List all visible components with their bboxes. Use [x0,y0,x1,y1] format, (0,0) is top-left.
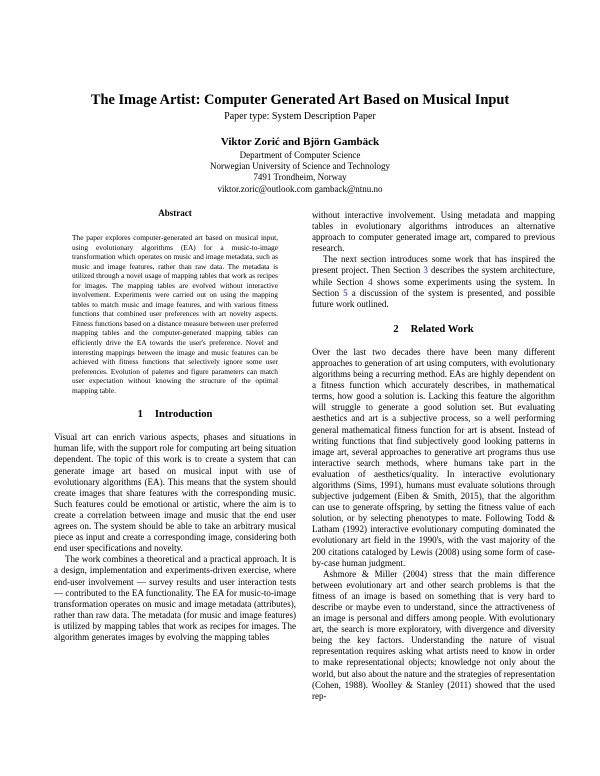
section-5-link[interactable]: 5 [343,287,348,298]
outline-text-a: The next section introduces some work that has inspired the present project. Then Section [312,254,555,276]
section-3-link[interactable]: 3 [423,265,428,276]
outline-text-d: a discussion of the system is presented, and possible future work outlined. [312,287,556,309]
author-affiliation [40,150,560,195]
outline-text-b: describes the system architecture, while Section [312,265,555,287]
paper-title: The Image Artist: Computer Generated Art Based on Musical Input [90,92,510,108]
affiliation-address: 7491 Trondheim, Norway [253,172,347,183]
related-paragraph-1: Over the last two decades there have been many different approaches to generation of art using computers, with evolutionary algorithms being a recurring method. EAs are highly dependent on a fitness function which accurately describes, in mathematical terms, how good a solution is. Lacking this feature the algorithm will struggle to generate a good solution set. But evaluating aesthetics and art is a subjective process, so a well performing general mathematical fitness function for art is absent. Instead of writing functions that find subjectively good looking patterns in image art, several approaches to generative art programs thus use interactive search methods, where humans take part in the evaluation of aesthetics/quality. In interactive evolutionary algorithms (Sims, 1991), humans must evaluate solutions through subjective judgement (Eiben & Smith, 2015), that the algorithm can use to generate offspring, by setting the fitness value of each solution, or by selecting phenotypes to mate. Following Todd & Latham (1992) interactive evolutionary computing dominated the evolutionary art field in the 1990's, with the vast majority of the 200 citations cataloged by Lewis (2008) using some form of case-by-case human judgment. [312,346,555,568]
section-title: Related Work [410,323,474,335]
section-4-link[interactable]: 4 [368,276,373,287]
section-heading-related-work [312,323,555,336]
section-heading-introduction [54,408,296,421]
abstract-heading: Abstract [158,208,192,218]
intro-paragraph-outline [312,254,555,309]
intro-paragraph-1: Visual art can enrich various aspects, phases and situations in human life, with the support role for computing art being situation dependent. The topic of this work is to create a system that can generate image art based on musical input with use of evolutionary algorithms (EA). This means that the system should create images that share features with the corresponding music. Such features could be emotional or artistic, where the aim is to create a correlation between image and music that the end user agrees on. The system should be able to take an arbitrary musical piece as input and create a corresponding image, considering both end user specifications and novelty. [54,432,296,554]
paper-authors: Viktor Zorić and Björn Gambäck [220,136,380,148]
outline-text-c: shows some experiments using the system. In Section [312,276,555,298]
affiliation-department: Department of Computer Science [239,150,361,160]
affiliation-university: Norwegian University of Science and Technology [210,161,390,172]
paper-type: Paper type: System Description Paper [224,111,376,122]
section-title: Introduction [154,409,213,421]
abstract-text: The paper explores computer-generated art based on musical input, using evolutionary algorithms (EA) for a music-to-image transformation which operates on music and image metadata, such as music and image features, rather than raw data. The metadata is utilized through a novel usage of mapping tables that work as recipes for images. The mapping tables are evolved without interactive involvement. Experiments were carried out on using the mapping tables to match music and image features, and with various fitness functions that combined user preferences with art novelty aspects. Fitness functions based on a distance measure between user preferred mapping tables and the computer-generated mapping tables can efficiently drive the EA towards the user's preference. Novel and interesting mappings between the image and music features can be achieved with fitness functions that selectively ignore some user preferences. Evolution of palettes and figure parameters can match user expectation without knowing the structure of the optimal mapping table. [72,233,278,395]
left-column [54,208,296,643]
intro-paragraph-continued: without interactive involvement. Using metadata and mapping tables in evolutionary algorithms introduces an alternative approach to computer generated image art, compared to previous research. [312,210,555,254]
affiliation-emails: viktor.zoric@outlook.com gamback@ntnu.no [217,183,383,194]
right-column [312,210,555,702]
related-paragraph-2: Ashmore & Miller (2004) stress that the main difference between evolutionary art and other search problems is that the fitness of an image is based on something that is very hard to describe or maybe even to understand, since the attractiveness of an image is personal and differs among people. With evolutionary art, the search is more exploratory, with divergence and diversity being the key factors. Understanding the nature of visual representation requires asking what artists need to know in order to make representational objects; knowledge not only about the world, but also about the nature and the strategies of representation (Cohen, 1988). Woolley & Stanley (2011) showed that the used rep- [312,568,555,701]
section-number: 1 [137,409,143,421]
section-number: 2 [393,323,399,335]
intro-paragraph-2: The work combines a theoretical and a practical approach. It is a design, implementation and experiments-driven exercise, where end-user involvement — survey results and user interaction tests — contributed to the EA functionality. The EA for music-to-image transformation operates on music and image metadata (attributes), rather than raw data. The metadata (for music and image features) is utilized by mapping tables that work as recipes for images. The algorithm generates images by evolving the mapping tables [54,554,296,642]
